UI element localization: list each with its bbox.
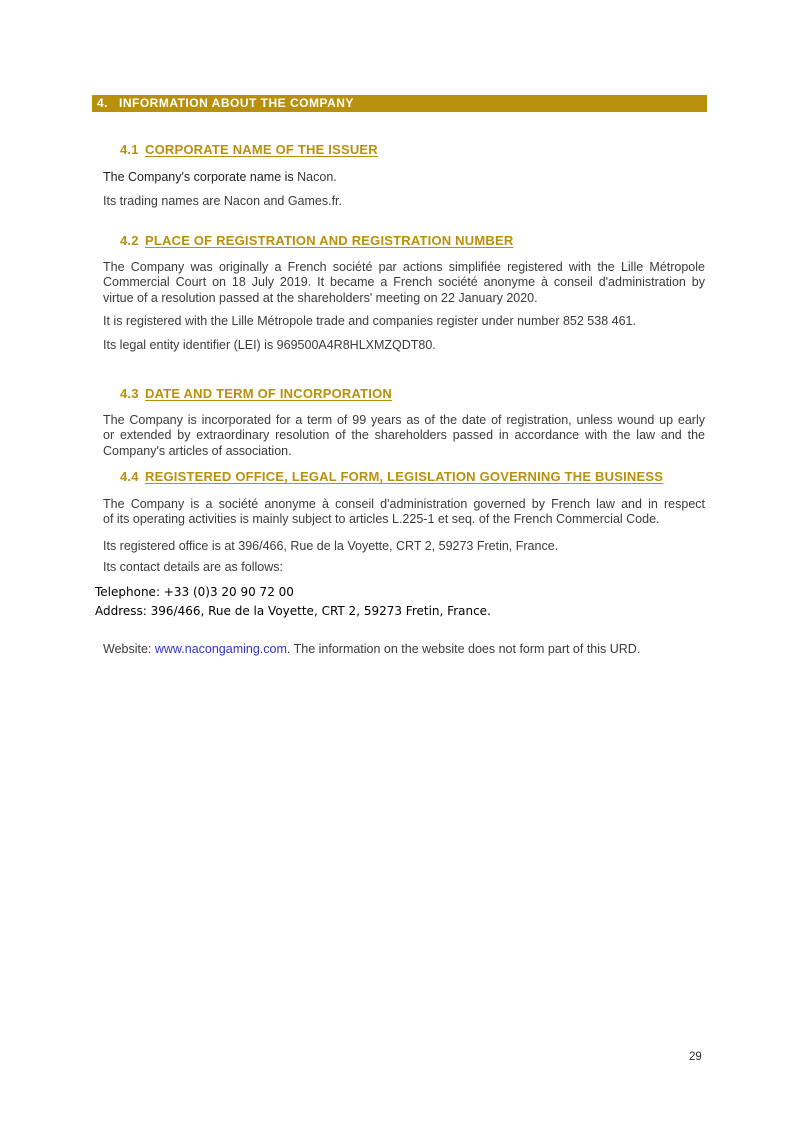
paragraph-line: virtue of a resolution passed at the shareholders' meeting on 22 January 2020.	[103, 290, 538, 305]
section-heading-4-3	[120, 386, 392, 401]
paragraph-line: or extended by extraordinary resolution of the shareholders passed in accordance with the law and the	[103, 428, 705, 443]
paragraph-line: Company's articles of association.	[103, 443, 292, 458]
paragraph-registration	[103, 260, 705, 306]
section-title: CORPORATE NAME OF THE ISSUER	[145, 142, 378, 157]
paragraph-corporate-name	[103, 170, 705, 185]
section-number: 4.3	[120, 386, 139, 401]
paragraph-line: The Company was originally a French société par actions simplifiée registered with the Lille Métropole	[103, 260, 705, 274]
paragraph-line: The Company is incorporated for a term of 99 years as of the date of registration, unless wound up early	[103, 413, 705, 427]
paragraph-line: of its operating activities is mainly subject to articles L.225-1 et seq. of the French Commercial Code.	[103, 512, 660, 527]
section-number: 4.1	[120, 142, 139, 157]
paragraph-trading-names: Its trading names are Nacon and Games.fr.	[103, 194, 343, 208]
paragraph-rest: Nacon.	[297, 170, 337, 184]
chapter-banner	[92, 95, 707, 112]
section-number: 4.2	[120, 233, 139, 248]
section-number: 4.4	[120, 469, 139, 484]
website-after-text: . The information on the website does not form part of this URD.	[286, 642, 641, 656]
section-title: REGISTERED OFFICE, LEGAL FORM, LEGISLATION GOVERNING THE BUSINESS	[145, 469, 664, 484]
paragraph-register-number: It is registered with the Lille Métropole trade and companies register under number 852 538 461.	[103, 314, 636, 328]
chapter-title: INFORMATION ABOUT THE COMPANY	[119, 96, 354, 110]
contact-details	[95, 583, 491, 621]
section-heading-4-2	[120, 233, 513, 248]
section-title: PLACE OF REGISTRATION AND REGISTRATION NUMBER	[145, 233, 514, 248]
telephone-line: Telephone: +33 (0)3 20 90 72 00	[95, 585, 294, 599]
address-line: Address: 396/466, Rue de la Voyette, CRT 2, 59273 Fretin, France.	[95, 604, 491, 618]
page-number: 29	[689, 1051, 702, 1063]
paragraph-contact-intro: Its contact details are as follows:	[103, 560, 283, 574]
paragraph-registered-office: Its registered office is at 396/466, Rue de la Voyette, CRT 2, 59273 Fretin, France.	[103, 539, 559, 553]
section-heading-4-4	[120, 469, 663, 484]
chapter-number: 4.	[97, 96, 109, 110]
website-link[interactable]: www.nacongaming.com	[154, 642, 287, 656]
website-label: Website:	[103, 642, 155, 656]
paragraph-line: The Company is a société anonyme à conseil d'administration governed by French law and in respect	[103, 497, 705, 511]
paragraph-lei: Its legal entity identifier (LEI) is 969500A4R8HLXMZQDT80.	[103, 338, 436, 352]
paragraph-lead: The Company's corporate name is	[103, 170, 298, 184]
section-title: DATE AND TERM OF INCORPORATION	[145, 386, 392, 401]
section-heading-4-1	[120, 142, 378, 157]
paragraph-line: Commercial Court on 18 July 2019. It became a French société anonyme à conseil d'administration by	[103, 275, 705, 290]
paragraph-legal-form	[103, 497, 705, 528]
paragraph-incorporation-term	[103, 413, 705, 459]
website-line	[103, 642, 705, 657]
